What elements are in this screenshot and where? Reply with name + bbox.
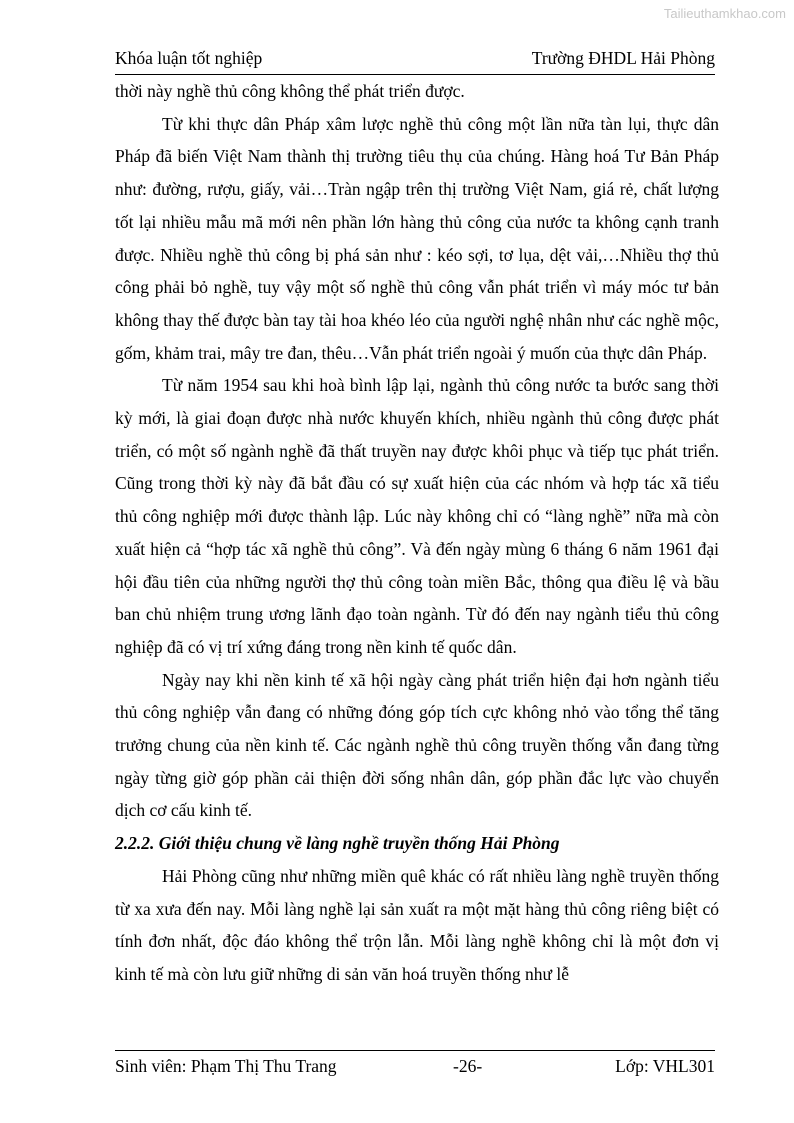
paragraph-nowadays: Ngày nay khi nền kinh tế xã hội ngày càng phát triển hiện đại hơn ngành tiểu thủ công nghiệp vẫn đang có những đóng góp tích cực không nhỏ vào tổng thể tăng trưởng chung của nền kinh tế. Các ngành nghề thủ công truyền thống vẫn đang từng ngày từng giờ góp phần cải thiện đời sống nhân dân, góp phần đắc lực vào chuyển dịch cơ cấu kinh tế.	[115, 669, 719, 821]
section-heading: 2.2.2. Giới thiệu chung về làng nghề truyền thống Hải Phòng	[115, 833, 560, 854]
paragraph-continuation: thời này nghề thủ công không thể phát triển được.	[115, 81, 465, 101]
header-university: Trường ĐHDL Hải Phòng	[531, 48, 715, 68]
header-thesis-label: Khóa luận tốt nghiệp	[115, 48, 263, 68]
watermark: Tailieuthamkhao.com	[663, 6, 786, 21]
footer-page-number: -26-	[453, 1056, 483, 1076]
paragraph-hai-phong: Hải Phòng cũng như những miền quê khác có rất nhiều làng nghề truyền thống từ xa xưa đến nay. Mỗi làng nghề lại sản xuất ra một mặt hàng thủ công riêng biệt có tính đơn nhất, độc đáo không thể trộn lẫn. Mỗi làng nghề không chỉ là một đơn vị kinh tế mà còn lưu giữ những di sản văn hoá truyền thống như lễ	[115, 865, 719, 984]
page-header	[115, 48, 715, 75]
page-footer	[115, 1050, 715, 1081]
footer-class: Lớp: VHL301	[615, 1056, 715, 1076]
paragraph-since-1954: Từ năm 1954 sau khi hoà bình lập lại, ngành thủ công nước ta bước sang thời kỳ mới, là giai đoạn được nhà nước khuyến khích, nhiều ngành thủ công được phát triển, có một số ngành nghề đã thất truyền nay được khôi phục và tiếp tục phát triển. Cũng trong thời kỳ này đã bắt đầu có sự xuất hiện của các nhóm và hợp tác xã tiểu thủ công nghiệp mới được thành lập. Lúc này không chỉ có “làng nghề” nữa mà còn xuất hiện cả “hợp tác xã nghề thủ công”. Và đến ngày mùng 6 tháng 6 năm 1961 đại hội đầu tiên của những người thợ thủ công toàn miền Bắc, thông qua điều lệ và bầu ban chủ nhiệm trung ương lãnh đạo toàn ngành. Từ đó đến nay ngành tiểu thủ công nghiệp đã có vị trí xứng đáng trong nền kinh tế quốc dân.	[115, 375, 719, 657]
footer-student: Sinh viên: Phạm Thị Thu Trang	[115, 1056, 337, 1076]
paragraph-french-colonial: Từ khi thực dân Pháp xâm lược nghề thủ công một lần nữa tàn lụi, thực dân Pháp đã biến Việt Nam thành thị trường tiêu thụ của chúng. Hàng hoá Tư Bản Pháp như: đường, rượu, giấy, vải…Tràn ngập trên thị trường Việt Nam, giá rẻ, chất lượng tốt lại nhiều mẫu mã mới nên phần lớn hàng thủ công của nước ta không cạnh tranh được. Nhiều nghề thủ công bị phá sản như : kéo sợi, tơ lụa, dệt vải,…Nhiều thợ thủ công phải bỏ nghề, tuy vậy một số nghề thủ công vẫn phát triển vì máy móc tư bản không thay thế được bàn tay tài hoa khéo léo của người nghệ nhân như các nghề mộc, gốm, khảm trai, mây tre đan, thêu…Vẫn phát triển ngoài ý muốn của thực dân Pháp.	[115, 113, 719, 363]
page-body	[115, 75, 719, 991]
